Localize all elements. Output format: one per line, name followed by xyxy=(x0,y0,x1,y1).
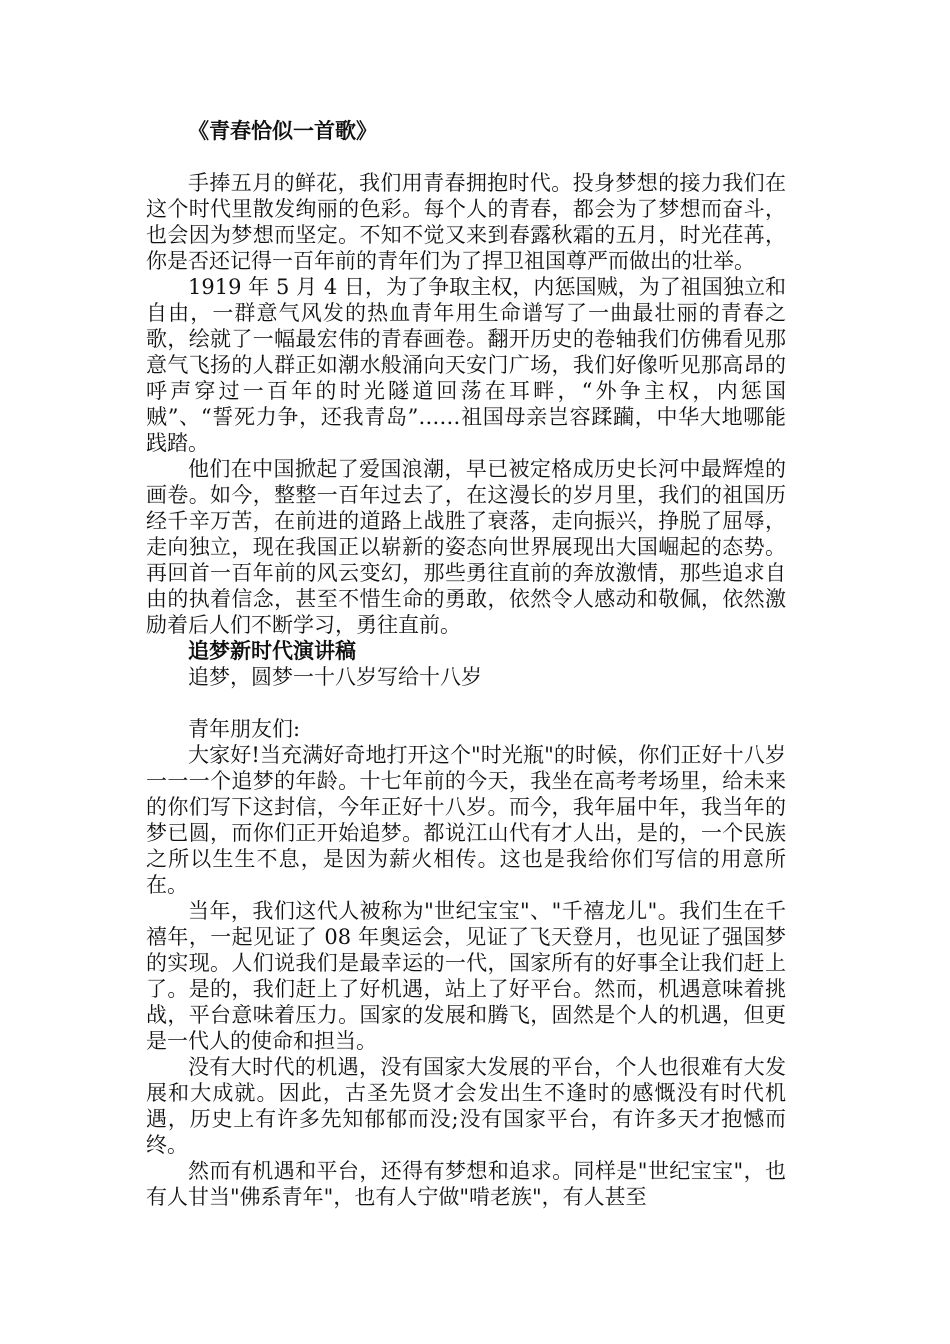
paragraph: 大家好!当充满好奇地打开这个"时光瓶"的时候，你们正好十八岁一一一个追梦的年龄。十七年前的今天，我坐在高考考场里，给未来的你们写下这封信，今年正好十八岁。而今，我年届中年，我当年的梦已圆，而你们正开始追梦。都说江山代有才人出，是的，一个民族之所以生生不息，是因为薪火相传。这也是我给你们写信的用意所在。 xyxy=(146,743,786,897)
paragraph: 当年，我们这代人被称为"世纪宝宝"、"千禧龙儿"。我们生在千禧年，一起见证了 08 年奥运会，见证了飞天登月，也见证了强国梦的实现。人们说我们是最幸运的一代，国家所有的好事全让我们赶上了。是的，我们赶上了好机遇，站上了好平台。然而，机遇意味着挑战，平台意味着压力。国家的发展和腾飞，固然是个人的机遇，但更是一代人的使命和担当。 xyxy=(146,899,786,1053)
essay-title: 《青春恰似一首歌》 xyxy=(188,119,377,143)
paragraph: 然而有机遇和平台，还得有梦想和追求。同样是"世纪宝宝"，也有人甘当"佛系青年"，也有人宁做"啃老族"，有人甚至 xyxy=(146,1159,786,1209)
paragraph: 他们在中国掀起了爱国浪潮，早已被定格成历史长河中最辉煌的画卷。如今，整整一百年过去了，在这漫长的岁月里，我们的祖国历经千辛万苦，在前进的道路上战胜了衰落，走向振兴，挣脱了屈辱，走向独立，现在我国正以崭新的姿态向世界展现出大国崛起的态势。再回首一百年前的风云变幻，那些勇往直前的奔放激情，那些追求自由的执着信念，甚至不惜生命的勇敢，依然令人感动和敬佩，依然激励着后人们不断学习，勇往直前。 xyxy=(146,457,786,637)
paragraph: 1919 年 5 月 4 日，为了争取主权，内惩国贼，为了祖国独立和自由，一群意气风发的热血青年用生命谱写了一曲最壮丽的青春之歌，绘就了一幅最宏伟的青春画卷。翻开历史的卷轴我们仿佛看见那意气飞扬的人群正如潮水般涌向天安门广场，我们好像听见那高昂的呼声穿过一百年的时光隧道回荡在耳畔，“外争主权，内惩国贼”、“誓死力争，还我青岛”……祖国母亲岂容蹂躏，中华大地哪能践踏。 xyxy=(146,275,786,455)
spacer xyxy=(146,144,786,170)
greeting: 青年朋友们: xyxy=(188,717,301,741)
section-heading: 追梦新时代演讲稿 xyxy=(188,639,356,663)
spacer xyxy=(146,690,786,716)
document-body xyxy=(146,118,786,1210)
paragraph: 手捧五月的鲜花，我们用青春拥抱时代。投身梦想的接力我们在这个时代里散发绚丽的色彩。每个人的青春，都会为了梦想而奋斗，也会因为梦想而坚定。不知不觉又来到春露秋霜的五月，时光荏苒，你是否还记得一百年前的青年们为了捍卫祖国尊严而做出的壮举。 xyxy=(146,171,786,273)
section-subtitle: 追梦，圆梦一十八岁写给十八岁 xyxy=(188,665,482,689)
paragraph: 没有大时代的机遇，没有国家大发展的平台，个人也很难有大发展和大成就。因此，古圣先贤才会发出生不逢时的感慨没有时代机遇，历史上有许多先知郁郁而没;没有国家平台，有许多天才抱憾而终。 xyxy=(146,1055,786,1157)
